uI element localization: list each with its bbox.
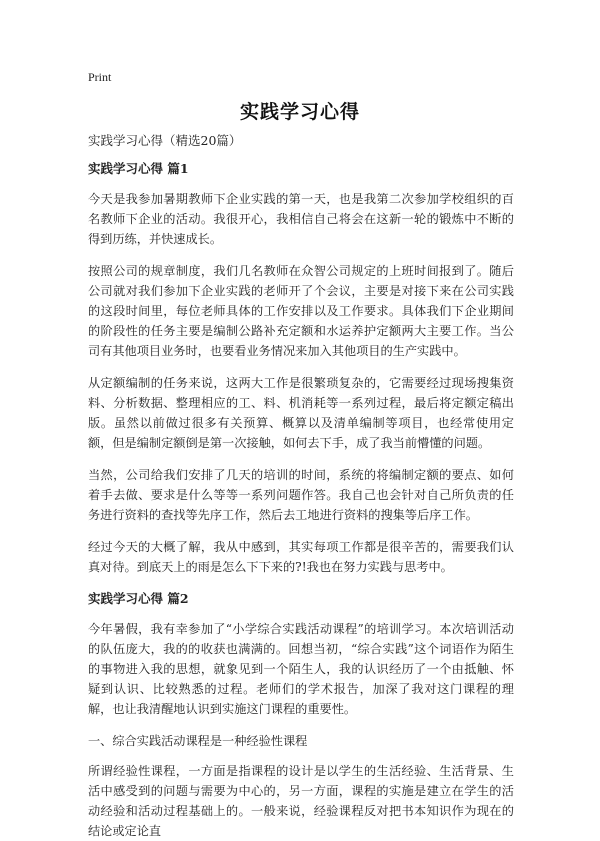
paragraph: 经过今天的大概了解，我从中感到，其实每项工作都是很辛苦的，需要我们认真对待。到底天上的雨是怎么下下来的?!我也在努力实践与思考中。	[88, 540, 514, 574]
section-heading-2: 实践学习心得 篇2	[88, 591, 189, 606]
subheading-paragraph: 一、综合实践活动课程是一种经验性课程	[88, 734, 308, 748]
paragraph: 当然，公司给我们安排了几天的培训的时间，系统的将编制定额的要点、如何着手去做、要求是什么等等一系列问题作答。我自己也会针对自己所负责的任务进行资料的查找等先序工作，然后去工地进行资料的搜集等后序工作。	[88, 468, 514, 522]
print-label[interactable]: Print	[88, 70, 112, 84]
document-subtitle: 实践学习心得（精选20篇）	[88, 133, 242, 148]
paragraph: 今天是我参加暑期教师下企业实践的第一天，也是我第二次参加学校组织的百名教师下企业的活动。我很开心，我相信自己将会在这新一轮的锻炼中不断的得到历练，并快速成长。	[88, 192, 514, 246]
page-title: 实践学习心得	[239, 101, 360, 123]
document-body	[88, 131, 514, 841]
paragraph: 所谓经验性课程，一方面是指课程的设计是以学生的生活经验、生活背景、生活中感受到的问题与需要为中心的，另一方面，课程的实施是建立在学生的活动经验和活动过程基础上的。一般来说，经验课程反对把书本知识作为现在的结论或定论直	[88, 764, 514, 838]
paragraph: 今年暑假，我有幸参加了“小学综合实践活动课程”的培训学习。本次培训活动的队伍庞大，我的的收获也满满的。回想当初，“综合实践”这个词语作为陌生的事物进入我的思想，就象见到一个陌生人，我的认识经历了一个由抵触、怀疑到认识、比较熟悉的过程。老师们的学术报告，加深了我对这门课程的理解，也让我清醒地认识到实施这门课程的重要性。	[88, 622, 514, 716]
section-heading-1: 实践学习心得 篇1	[88, 161, 189, 176]
paragraph: 按照公司的规章制度，我们几名教师在众智公司规定的上班时间报到了。随后公司就对我们参加下企业实践的老师开了个会议，主要是对接下来在公司实践的这段时间里，每位老师具体的工作安排以及工作要求。具体我们下企业期间的阶段性的任务主要是编制公路补充定额和水运养护定额两大主要工作。当公司有其他项目业务时，也要看业务情况来加入其他项目的生产实践中。	[88, 264, 514, 358]
paragraph: 从定额编制的任务来说，这两大工作是很繁琐复杂的，它需要经过现场搜集资料、分析数据、整理相应的工、料、机消耗等一系列过程，最后将定额定稿出版。虽然以前做过很多有关预算、概算以及清单编制等项目，也经常使用定额，但是编制定额倒是第一次接触，如何去下手，成了我当前懵懂的问题。	[88, 376, 514, 450]
